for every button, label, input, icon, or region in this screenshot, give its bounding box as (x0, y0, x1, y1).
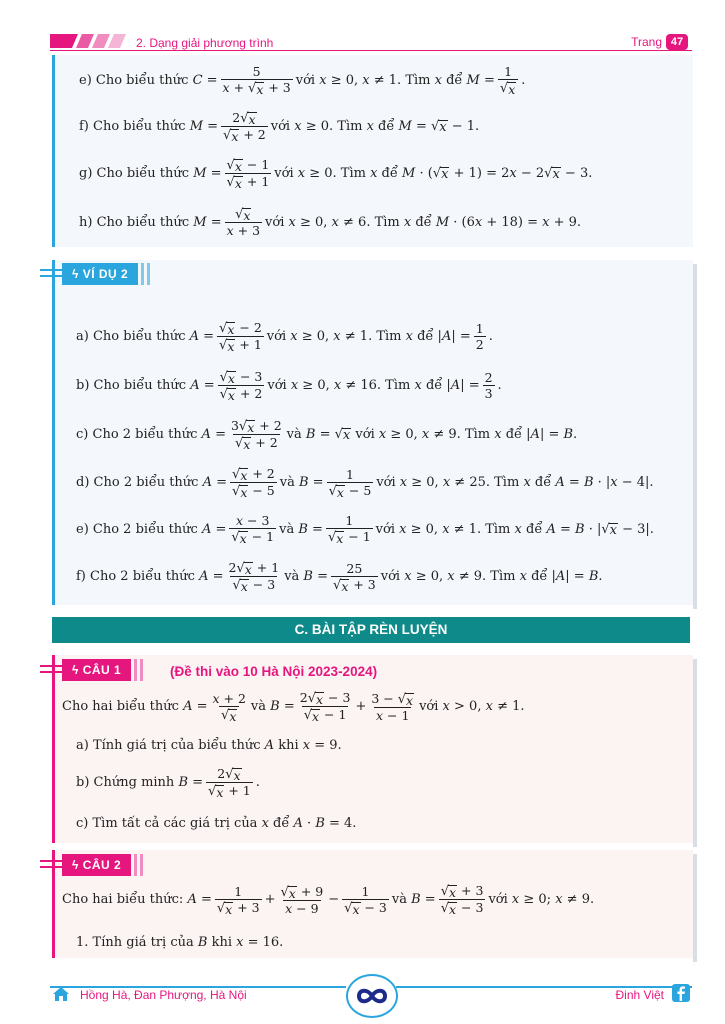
exercise-box-continued (52, 55, 693, 247)
list-item: g) Cho biểu thức M = √ x − 1 √ x + 1 với x ≥ 0. Tìm x để M · ( √ x + 1) = 2x − 2 √ x − 3. (79, 157, 593, 191)
item-label: a) (76, 329, 89, 344)
footer-author: Đinh Việt (615, 988, 664, 1002)
list-item: h) Cho biểu thức M = √ x x + 3 với x ≥ 0, x ≠ 6. Tìm x để M · (6x + 18) = x + 9. (79, 207, 582, 238)
item-label: f) (79, 119, 89, 134)
item-label: e) (76, 521, 89, 537)
question-1-intro: Cho hai biểu thức A = x + 2 √ x và B = 2 √ x − 3 √ x − 1 + 3 − √ x x − 1 với x > 0, x ≠ 1. (62, 690, 525, 724)
example-2-tag (62, 263, 150, 285)
infinity-logo (346, 974, 398, 1018)
list-item: d) Cho 2 biểu thức A = √ x + 2 √ x − 5 và B = 1 √ x − 5 với x ≥ 0, x ≠ 25. Tìm x để A = B · |x − 4|. (76, 466, 654, 500)
facebook-icon[interactable] (672, 984, 690, 1002)
item-label: f) (76, 569, 86, 584)
section-banner: C. BÀI TẬP RÈN LUYỆN (52, 617, 690, 643)
item-label: b) (76, 378, 90, 393)
list-item: a) Tính giá trị của biểu thức A khi x = 9. (76, 738, 342, 753)
list-item: a) Cho biểu thức A = √ x − 2 √ x + 1 với x ≥ 0, x ≠ 1. Tìm x để |A| = $\frac{1}{2}$ . (76, 320, 493, 354)
tag-bars-icon (40, 858, 62, 872)
question-2-intro: Cho hai biểu thức: A = 1 √ x + 3 + √ x + 9 x − 9 − 1 √ x − 3 và B = √ x + 3 √ x − 3 với x ≥ 0; x ≠ 9. (62, 883, 595, 917)
question-1-tag (62, 659, 143, 681)
list-item: e) Cho 2 biểu thức A = x − 3 √ x − 1 và B = 1 √ x − 1 với x ≥ 0, x ≠ 1. Tìm x để A = B · | √ x − 3|. (76, 513, 654, 546)
box-shadow (693, 659, 697, 847)
list-item: c) Tìm tất cả các giá trị của x để A · B = 4. (76, 816, 357, 831)
page-header (50, 30, 692, 52)
item-label: c) (76, 427, 89, 442)
item-label: b) (76, 775, 90, 790)
question-2-label: ϟ CÂU 2 (62, 854, 131, 876)
tag-bars-icon (40, 267, 62, 281)
question-1-label: ϟ CÂU 1 (62, 659, 131, 681)
page-number: 47 (666, 34, 688, 50)
list-item: 1. Tính giá trị của B khi x = 16. (76, 935, 284, 950)
header-rule (50, 50, 692, 51)
infinity-icon (348, 976, 396, 1016)
page-label: Trang (631, 35, 662, 49)
page-footer (50, 980, 692, 1010)
item-label: d) (76, 475, 90, 490)
question-2-tag (62, 854, 143, 876)
list-item: b) Cho biểu thức A = √ x − 3 √ x + 2 với x ≥ 0, x ≠ 16. Tìm x để |A| = $\frac{2}{3}$ . (76, 369, 502, 403)
chapter-title: 2. Dạng giải phương trình (136, 36, 274, 50)
item-label: h) (79, 214, 93, 230)
header-stripes-icon (50, 34, 134, 48)
question-source: (Đề thi vào 10 Hà Nội 2023-2024) (170, 664, 378, 679)
list-item: c) Cho 2 biểu thức A = 3 √ x + 2 √ x + 2 và B = √ x với x ≥ 0, x ≠ 9. Tìm x để |A| = B. (76, 418, 578, 452)
item-label: a) (76, 738, 89, 753)
home-icon (52, 986, 70, 1002)
list-item: f) Cho 2 biểu thức A = 2 √ x + 1 √ x − 3 và B = 25 √ x + 3 với x ≥ 0, x ≠ 9. Tìm x để |A| = B. (76, 560, 603, 594)
box-shadow (693, 854, 697, 962)
tag-bars-icon (40, 663, 62, 677)
list-item: b) Chứng minh B = 2 √ x √ x + 1 . (76, 766, 260, 800)
item-label: c) (76, 816, 89, 831)
list-item: f) Cho biểu thức M = 2 √ x √ x + 2 với x ≥ 0. Tìm x để M = √ x − 1. (79, 110, 480, 144)
item-label: e) (79, 72, 92, 88)
box-shadow (693, 264, 697, 609)
footer-address: Hồng Hà, Đan Phượng, Hà Nội (80, 988, 247, 1002)
example-2-label: ϟ VÍ DỤ 2 (62, 263, 138, 285)
list-item: e) Cho biểu thức C = 5 x + √ x + 3 với x ≥ 0, x ≠ 1. Tìm x để M = 1 √ x . (79, 64, 526, 97)
item-label: 1. (76, 935, 89, 950)
item-label: g) (79, 166, 93, 181)
